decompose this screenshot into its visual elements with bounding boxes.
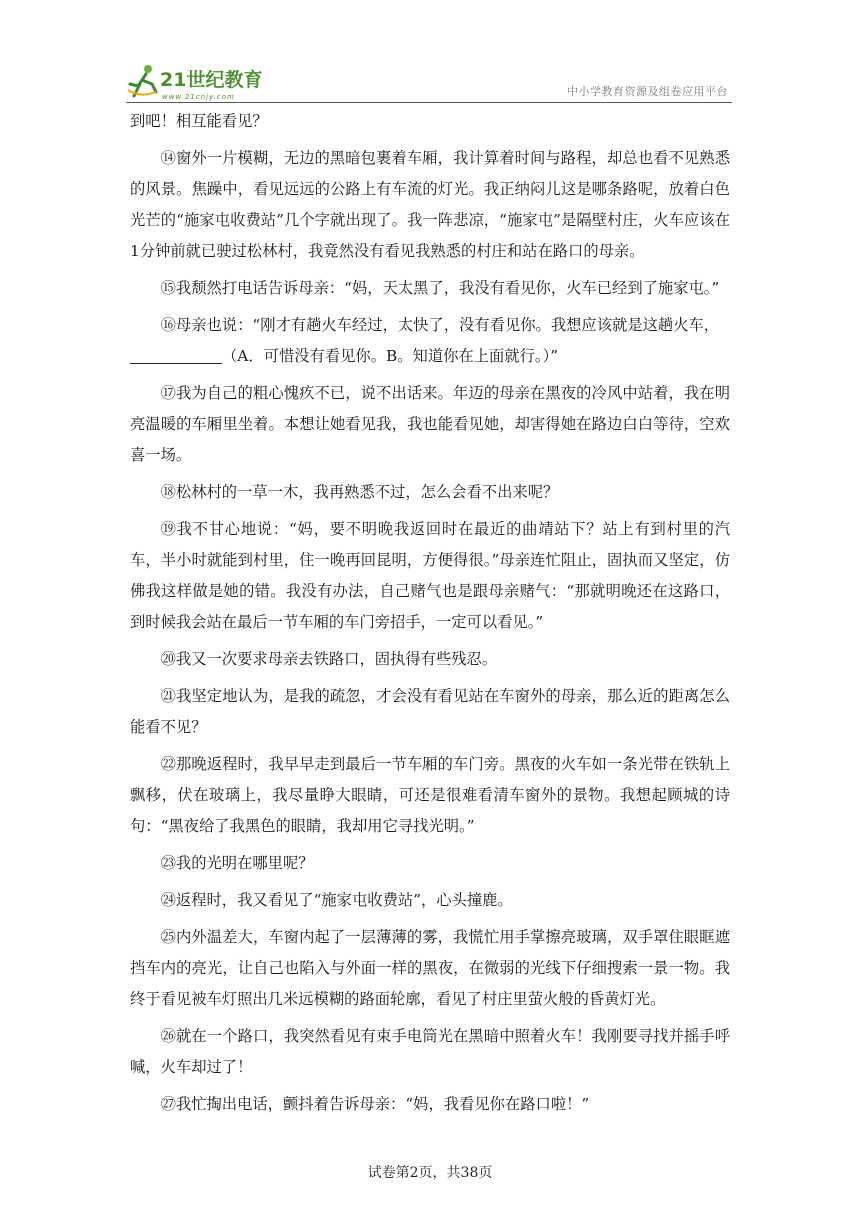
paragraph-24: ㉔返程时，我又看见了“施家屯收费站”，心头撞鹿。 [160, 891, 513, 909]
page-number: 试卷第2页，共38页 [367, 1165, 493, 1181]
paragraph-16-options: （A．可惜没有看见你。B。知道你在上面就行。）” [222, 347, 559, 365]
logo-url: www.21cnjy.com [162, 93, 235, 101]
page-header [126, 58, 732, 103]
running-figure-icon [128, 65, 156, 96]
logo-text: 21世纪教育 [160, 69, 263, 91]
logo-21cnjy [126, 62, 266, 102]
paragraph-16-text: ⑯母亲也说：“刚才有趟火车经过，太快了，没有看见你。我想应该就是这趟火车， [160, 316, 720, 334]
paragraph-15: ⑮我颓然打电话告诉母亲：“妈，天太黑了，我没有看见你，火车已经到了施家屯。” [160, 279, 720, 297]
paragraph-25: ㉕内外温差大，车窗内起了一层薄薄的雾，我慌忙用手掌擦亮玻璃，双手罩住眼眶遮挡车内的亮光，让自己也陷入与外面一样的黑夜，在微弱的光线下仔细搜索一景一物。我终于看见被车灯照出几米远模糊的路面轮廓，看见了村庄里萤火般的昏黄灯光。 [130, 928, 730, 1008]
paragraph-18: ⑱松林村的一草一木，我再熟悉不过，怎么会看不出来呢？ [160, 483, 559, 501]
paragraph-27: ㉗我忙掏出电话，颤抖着告诉母亲：“妈，我看见你在路口啦！” [160, 1095, 590, 1113]
paragraph-19: ⑲我不甘心地说：“妈，要不明晚我返回时在最近的曲靖站下？站上有到村里的汽车，半小时就能到村里，住一晚再回昆明，方便得很。”母亲连忙阻止，固执而又坚定，仿佛我这样做是她的错。我没有办法，自己赌气也是跟母亲赌气：“那就明晚还在这路口，到时候我会站在最后一节车厢的车门旁招手，一定可以看见。” [130, 520, 730, 631]
paragraph-23: ㉓我的光明在哪里呢？ [160, 854, 314, 872]
paragraph-16 [130, 310, 730, 372]
paragraph-20: ⑳我又一次要求母亲去铁路口，固执得有些残忍。 [160, 650, 498, 668]
platform-name: 中小学教育资源及组卷应用平台 [567, 85, 728, 98]
paragraph-continuation: 到吧！相互能看见？ [130, 112, 268, 130]
paragraph-26: ㉖就在一个路口，我突然看见有束手电筒光在黑暗中照着火车！我刚要寻找并摇手呼喊，火车却过了！ [130, 1027, 730, 1076]
paragraph-22: ㉒那晚返程时，我早早走到最后一节车厢的车门旁。黑夜的火车如一条光带在铁轨上飘移，伏在玻璃上，我尽量睁大眼睛，可还是很难看清车窗外的景物。我想起顾城的诗句：“黑夜给了我黑色的眼睛，我却用它寻找光明。” [130, 755, 730, 835]
paragraph-21: ㉑我坚定地认为，是我的疏忽，才会没有看见站在车窗外的母亲，那么近的距离怎么能看不见？ [130, 687, 730, 736]
paragraph-14: ⑭窗外一片模糊，无边的黑暗包裹着车厢，我计算着时间与路程，却总也看不见熟悉的风景。焦躁中，看见远远的公路上有车流的灯光。我正纳闷儿这是哪条路呢，放着白色光芒的“施家屯收费站”几个字就出现了。我一阵悲凉，“施家屯”是隔壁村庄，火车应该在1分钟前就已驶过松林村，我竟然没有看见我熟悉的村庄和站在路口的母亲。 [130, 149, 730, 260]
article-body [130, 106, 730, 1126]
paragraph-17: ⑰我为自己的粗心愧疚不已，说不出话来。年迈的母亲在黑夜的冷风中站着，我在明亮温暖的车厢里坐着。本想让她看见我，我也能看见她，却害得她在路边白白等待，空欢喜一场。 [130, 384, 730, 464]
fill-in-blank[interactable] [130, 348, 222, 364]
